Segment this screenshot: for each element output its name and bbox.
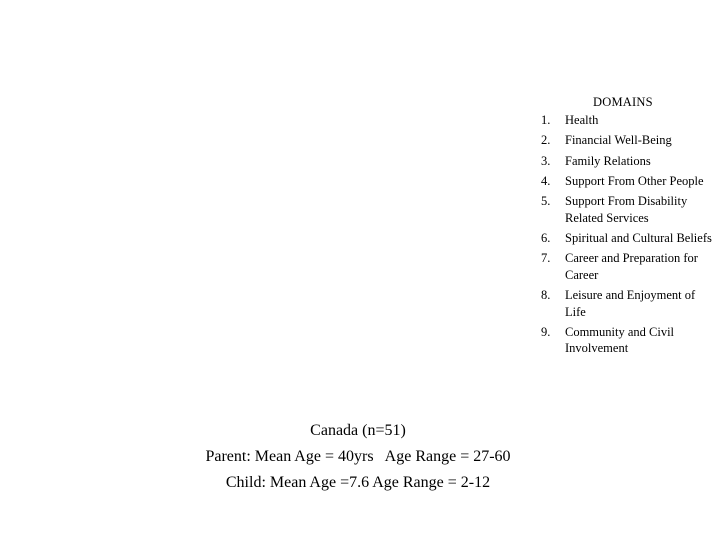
domain-item-support-services [536, 193, 716, 226]
caption-parent-stats: Parent: Mean Age = 40yrs Age Range = 27-60 [205, 448, 511, 465]
domain-item-support-others [536, 173, 716, 190]
domain-item-health [536, 112, 716, 129]
domain-item-financial [536, 132, 716, 149]
domain-item-community [536, 324, 716, 357]
domain-label: Career and Preparation for Career [565, 251, 698, 282]
domain-label: Financial Well-Being [565, 133, 672, 148]
domain-list [536, 112, 716, 357]
domain-label: Spiritual and Cultural Beliefs [565, 230, 712, 245]
domain-number: 3. [541, 153, 551, 168]
domain-item-family [536, 153, 716, 170]
domain-label: Community and Civil Involvement [565, 324, 675, 356]
domain-number: 2. [541, 133, 551, 148]
caption-country: Canada (n=51) [310, 422, 406, 439]
domain-label: Support From Disability Related Services [565, 194, 688, 225]
domain-label: Family Relations [565, 153, 651, 168]
domain-number: 1. [541, 113, 551, 127]
domain-number: 4. [541, 173, 551, 188]
domain-label: Leisure and Enjoyment of Life [565, 288, 696, 319]
domain-number: 7. [541, 251, 551, 266]
domain-number: 5. [541, 194, 551, 209]
domain-number: 6. [541, 230, 551, 245]
domain-label: Health [565, 113, 599, 127]
domain-item-career [536, 250, 716, 283]
caption-child-stats: Child: Mean Age =7.6 Age Range = 2-12 [225, 474, 491, 491]
domains-panel [536, 93, 716, 361]
domains-heading: DOMAINS [593, 95, 653, 109]
domain-item-spiritual [536, 230, 716, 247]
sample-caption [168, 418, 548, 496]
domain-label: Support From Other People [565, 173, 704, 188]
domain-number: 9. [541, 324, 551, 339]
domain-item-leisure [536, 287, 716, 320]
domain-number: 8. [541, 288, 551, 303]
